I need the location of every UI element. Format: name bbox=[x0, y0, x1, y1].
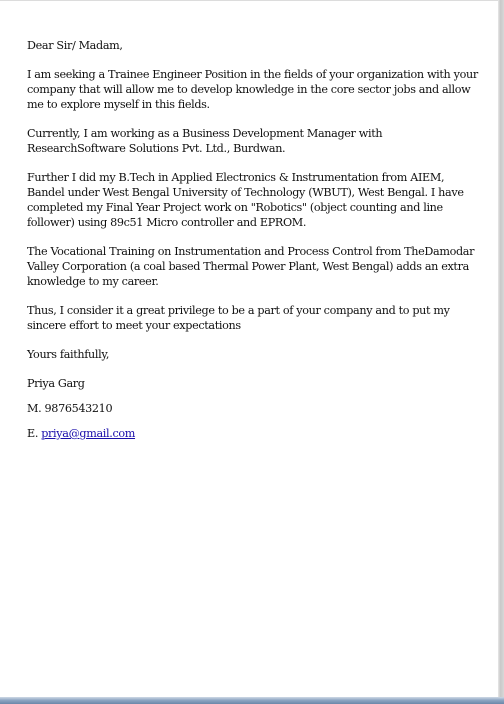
paragraph-conclusion: Thus, I consider it a great privilege to be a part of your company and to put my sincere effort to meet your expectations bbox=[27, 304, 450, 332]
paragraph-training: The Vocational Training on Instrumentation and Process Control from TheDamodar Valley Corporation (a coal based Thermal Power Plant, West Bengal) adds an extra knowledge to my career. bbox=[27, 245, 475, 288]
salutation: Dear Sir/ Madam, bbox=[27, 39, 123, 52]
paragraph-education: Further I did my B.Tech in Applied Electronics & Instrumentation from AIEM, Bandel under West Bengal University of Technology (WBUT), West Bengal. I have completed my Final Year Project work on "Robotics" (object counting and line follower) using 89c51 Micro controller and EPROM. bbox=[27, 171, 464, 229]
email-link[interactable]: priya@gmail.com bbox=[41, 427, 136, 440]
cover-letter bbox=[27, 38, 479, 451]
mobile-number: 9876543210 bbox=[44, 402, 113, 415]
page-right-shadow bbox=[498, 0, 504, 697]
paragraph-current-role: Currently, I am working as a Business Development Manager with ResearchSoftware Solutions Pvt. Ltd., Burdwan. bbox=[27, 127, 383, 155]
page-bottom-bar bbox=[0, 697, 504, 704]
email-line bbox=[27, 426, 479, 441]
mobile-line bbox=[27, 401, 479, 416]
paragraph-objective: I am seeking a Trainee Engineer Position in the fields of your organization with your company that will allow me to develop knowledge in the core sector jobs and allow me to explore myself in this fields. bbox=[27, 68, 478, 111]
closing: Yours faithfully, bbox=[27, 348, 110, 361]
signature-name: Priya Garg bbox=[27, 377, 85, 390]
mobile-label: M. bbox=[27, 402, 42, 415]
email-label: E. bbox=[27, 427, 39, 440]
page-top-edge bbox=[0, 0, 504, 1]
